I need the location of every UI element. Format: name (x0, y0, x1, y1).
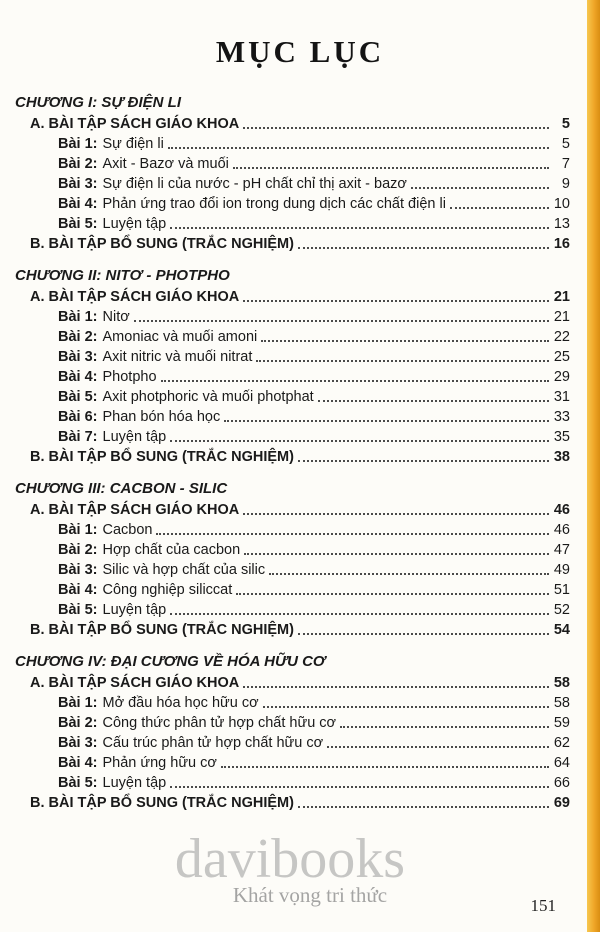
item-prefix: Bài 1: (58, 309, 98, 325)
item-title: Phản ứng trao đổi ion trong dung dịch các chất điện li (102, 196, 446, 212)
watermark-logo-text: davibooks (174, 828, 406, 890)
chapter-heading: CHƯƠNG II: NITƠ - PHOTPHO (15, 267, 230, 284)
item-title: Axit - Bazơ và muối (102, 156, 229, 172)
page-ref: 33 (553, 409, 570, 425)
page-title: MỤC LỤC (215, 34, 385, 69)
item-prefix: Bài 1: (58, 522, 98, 538)
page-ref: 31 (553, 389, 570, 405)
dot-leader (263, 706, 549, 708)
page-ref: 16 (553, 236, 570, 252)
page-ref: 58 (553, 675, 570, 691)
item-title: Cấu trúc phân tử hợp chất hữu cơ (102, 735, 324, 751)
chapter-heading: CHƯƠNG III: CACBON - SILIC (15, 480, 228, 497)
page-ref: 52 (553, 602, 570, 618)
toc-item-row (58, 430, 570, 445)
toc-item-row (58, 217, 570, 232)
item-prefix: Bài 2: (58, 542, 98, 558)
item-title: Luyện tập (102, 429, 167, 445)
toc-section-row (30, 450, 570, 465)
toc-section-row (30, 796, 570, 811)
dot-leader (298, 460, 549, 462)
toc-item-row (58, 696, 570, 711)
dot-leader (156, 533, 549, 535)
item-title: Sự điện li của nước - pH chất chỉ thị axit - bazơ (102, 176, 407, 192)
item-title: Axit photphoric và muối photphat (102, 389, 314, 405)
item-prefix: Bài 4: (58, 582, 98, 598)
page-number: 151 (530, 896, 556, 915)
item-prefix: Bài 4: (58, 369, 98, 385)
item-prefix: Bài 2: (58, 156, 98, 172)
toc-item-row (58, 523, 570, 538)
page-ref: 21 (553, 309, 570, 325)
section-label: A. BÀI TẬP SÁCH GIÁO KHOA (30, 289, 240, 305)
chapter-heading: CHƯƠNG IV: ĐẠI CƯƠNG VỀ HÓA HỮU CƠ (15, 653, 326, 670)
toc-item-row (58, 197, 570, 212)
dot-leader (298, 247, 549, 249)
page-ref: 62 (553, 735, 570, 751)
toc-item-row (58, 716, 570, 731)
item-prefix: Bài 2: (58, 715, 98, 731)
dot-leader (269, 573, 549, 575)
item-title: Nitơ (102, 309, 130, 325)
dot-leader (224, 420, 549, 422)
page-ref: 64 (553, 755, 570, 771)
toc-item-row (58, 390, 570, 405)
dot-leader (411, 187, 549, 189)
watermark-slogan: Khát vọng tri thức (232, 883, 388, 907)
item-prefix: Bài 5: (58, 389, 98, 405)
toc-item-row (58, 756, 570, 771)
chapter-4-block (15, 653, 570, 811)
section-label: B. BÀI TẬP BỔ SUNG (TRẮC NGHIỆM) (30, 795, 294, 811)
item-title: Photpho (102, 369, 157, 385)
dot-leader (298, 633, 549, 635)
page-ref: 69 (553, 795, 570, 811)
toc-item-row (58, 776, 570, 791)
item-prefix: Bài 5: (58, 602, 98, 618)
page-ref: 13 (553, 216, 570, 232)
toc-item-row (58, 137, 570, 152)
chapter-1-block (15, 94, 570, 252)
dot-leader (256, 360, 549, 362)
dot-leader (134, 320, 549, 322)
toc-section-row (30, 676, 570, 691)
item-title: Công nghiệp siliccat (102, 582, 233, 598)
page-ref: 49 (553, 562, 570, 578)
page-ref: 38 (553, 449, 570, 465)
chapter-2-block (15, 267, 570, 465)
toc-item-row (58, 603, 570, 618)
page-ref: 47 (553, 542, 570, 558)
page-ref: 66 (553, 775, 570, 791)
toc-item-row (58, 583, 570, 598)
dot-leader (327, 746, 549, 748)
page-ref: 5 (561, 116, 570, 132)
item-title: Công thức phân tử hợp chất hữu cơ (102, 715, 337, 731)
page-ref: 59 (553, 715, 570, 731)
dot-leader (243, 127, 549, 129)
watermark (0, 828, 580, 907)
page-ref: 58 (553, 695, 570, 711)
item-title: Amoniac và muối amoni (102, 329, 258, 345)
page-ref: 25 (553, 349, 570, 365)
dot-leader (233, 167, 549, 169)
dot-leader (168, 147, 549, 149)
dot-leader (236, 593, 549, 595)
item-title: Luyện tập (102, 602, 167, 618)
item-prefix: Bài 1: (58, 695, 98, 711)
section-label: B. BÀI TẬP BỔ SUNG (TRẮC NGHIỆM) (30, 236, 294, 252)
item-title: Mở đầu hóa học hữu cơ (102, 695, 259, 711)
item-prefix: Bài 5: (58, 775, 98, 791)
item-title: Phan bón hóa học (102, 409, 221, 425)
toc-item-row (58, 177, 570, 192)
item-title: Sự điện li (102, 136, 164, 152)
toc-item-row (58, 563, 570, 578)
toc-item-row (58, 736, 570, 751)
page-ref: 22 (553, 329, 570, 345)
item-prefix: Bài 3: (58, 176, 98, 192)
table-of-contents (0, 94, 600, 811)
toc-item-row (58, 410, 570, 425)
page-ref: 46 (553, 522, 570, 538)
page-ref: 7 (561, 156, 570, 172)
dot-leader (170, 227, 549, 229)
toc-section-row (30, 503, 570, 518)
chapter-heading: CHƯƠNG I: SỰ ĐIỆN LI (15, 94, 181, 111)
item-prefix: Bài 2: (58, 329, 98, 345)
item-title: Hợp chất của cacbon (102, 542, 241, 558)
toc-section-row (30, 237, 570, 252)
page-edge-strip (587, 0, 600, 932)
toc-item-row (58, 310, 570, 325)
item-title: Silic và hợp chất của silic (102, 562, 266, 578)
page-ref: 35 (553, 429, 570, 445)
dot-leader (170, 440, 549, 442)
toc-section-row (30, 290, 570, 305)
chapter-3-block (15, 480, 570, 638)
item-title: Luyện tập (102, 775, 167, 791)
item-prefix: Bài 3: (58, 562, 98, 578)
item-prefix: Bài 4: (58, 755, 98, 771)
page-ref: 46 (553, 502, 570, 518)
toc-section-row (30, 117, 570, 132)
dot-leader (244, 553, 549, 555)
section-label: A. BÀI TẬP SÁCH GIÁO KHOA (30, 502, 240, 518)
item-title: Luyện tập (102, 216, 167, 232)
dot-leader (243, 686, 549, 688)
item-prefix: Bài 5: (58, 216, 98, 232)
toc-item-row (58, 330, 570, 345)
item-title: Phản ứng hữu cơ (102, 755, 217, 771)
item-title: Axit nitric và muối nitrat (102, 349, 253, 365)
toc-item-row (58, 350, 570, 365)
item-prefix: Bài 7: (58, 429, 98, 445)
page-ref: 21 (553, 289, 570, 305)
page-ref: 10 (553, 196, 570, 212)
page-ref: 5 (561, 136, 570, 152)
section-label: A. BÀI TẬP SÁCH GIÁO KHOA (30, 675, 240, 691)
dot-leader (261, 340, 549, 342)
item-prefix: Bài 1: (58, 136, 98, 152)
page-ref: 54 (553, 622, 570, 638)
item-prefix: Bài 3: (58, 735, 98, 751)
item-prefix: Bài 4: (58, 196, 98, 212)
item-title: Cacbon (102, 522, 153, 538)
dot-leader (340, 726, 549, 728)
dot-leader (243, 513, 549, 515)
dot-leader (450, 207, 549, 209)
toc-section-row (30, 623, 570, 638)
dot-leader (161, 380, 549, 382)
section-label: B. BÀI TẬP BỔ SUNG (TRẮC NGHIỆM) (30, 622, 294, 638)
dot-leader (318, 400, 549, 402)
toc-item-row (58, 370, 570, 385)
dot-leader (221, 766, 549, 768)
item-prefix: Bài 3: (58, 349, 98, 365)
page-ref: 29 (553, 369, 570, 385)
dot-leader (298, 806, 549, 808)
dot-leader (170, 613, 549, 615)
section-label: B. BÀI TẬP BỔ SUNG (TRẮC NGHIỆM) (30, 449, 294, 465)
dot-leader (170, 786, 549, 788)
toc-item-row (58, 543, 570, 558)
item-prefix: Bài 6: (58, 409, 98, 425)
page-ref: 51 (553, 582, 570, 598)
toc-item-row (58, 157, 570, 172)
dot-leader (243, 300, 549, 302)
section-label: A. BÀI TẬP SÁCH GIÁO KHOA (30, 116, 240, 132)
page-ref: 9 (561, 176, 570, 192)
